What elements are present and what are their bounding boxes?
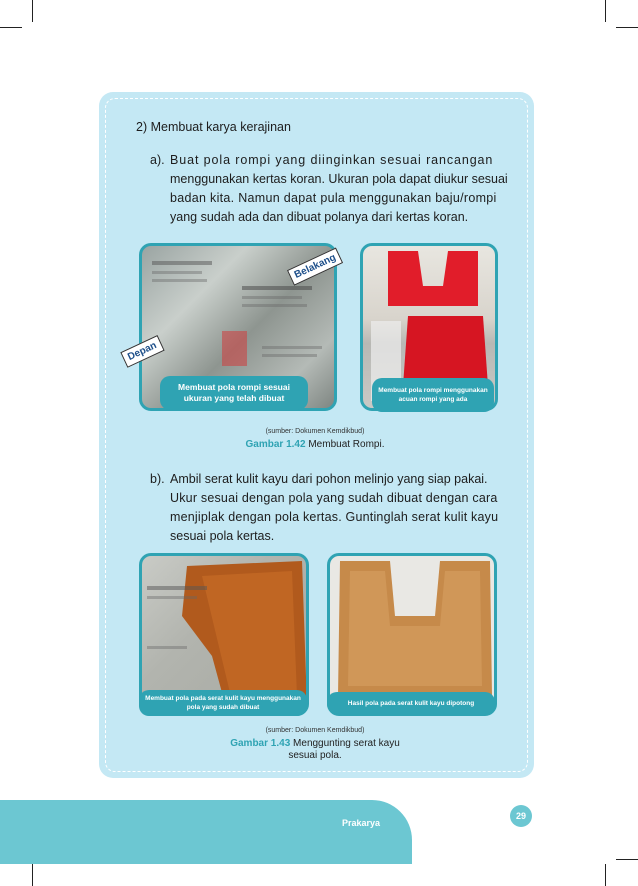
figure-143-title-2: sesuai pola. xyxy=(288,750,342,761)
step-b-line: sesuai pola kertas. xyxy=(170,529,275,543)
figure-142-source: (sumber: Dokumen Kemdikbud) xyxy=(265,428,365,435)
photo2-label-142: Membuat pola rompi menggunakan acuan rompi yang ada xyxy=(372,378,494,412)
step-b-paragraph xyxy=(170,470,520,546)
step-b-line: menjiplak dengan pola kertas. Guntinglah serat kulit kayu xyxy=(170,510,499,524)
crop-mark xyxy=(0,27,22,28)
step-a-paragraph xyxy=(170,151,520,227)
photo1-label-143: Membuat pola pada serat kulit kayu menggunakan pola yang sudah dibuat xyxy=(139,690,307,716)
footer-subject: Prakarya xyxy=(342,818,381,828)
step-b-marker: b). xyxy=(150,472,165,486)
figure-143-title-1: Menggunting serat kayu xyxy=(293,738,400,749)
step-a-line: menggunakan kertas koran. Ukuran pola dapat diukur sesuai xyxy=(170,172,508,186)
step-a-line: badan kita. Namun dapat pula menggunakan baju/rompi xyxy=(170,191,497,205)
figure-143-caption xyxy=(200,738,430,762)
step-a-line: Buat pola rompi yang diinginkan sesuai rancangan xyxy=(170,153,494,167)
step-b-line: Ambil serat kulit kayu dari pohon melinjo yang siap pakai. xyxy=(170,472,488,486)
figure-142-title: Membuat Rompi. xyxy=(308,439,385,450)
photo1-label-142: Membuat pola rompi sesuai ukuran yang telah dibuat xyxy=(160,376,308,410)
crop-mark xyxy=(616,859,638,860)
crop-mark xyxy=(616,27,638,28)
crop-mark xyxy=(605,0,606,22)
figure-143-number: Gambar 1.43 xyxy=(230,738,291,749)
page-number: 29 xyxy=(510,805,532,827)
arrow-label-front: Depan xyxy=(120,335,164,368)
figure-143-caption-line1 xyxy=(200,738,430,750)
figure-143-source: (sumber: Dokumen Kemdikbud) xyxy=(265,727,365,734)
figure-142-number: Gambar 1.42 xyxy=(245,439,306,450)
photo2-label-143: Hasil pola pada serat kulit kayu dipotong xyxy=(327,692,495,714)
arrow-label-back: Belakang xyxy=(287,247,344,285)
crop-mark xyxy=(32,0,33,22)
crop-mark xyxy=(32,864,33,886)
step-a-marker: a). xyxy=(150,153,165,167)
crop-mark xyxy=(605,864,606,886)
section-heading: 2) Membuat karya kerajinan xyxy=(136,120,291,134)
step-a-line: yang sudah ada dan dibuat polanya dari kertas koran. xyxy=(170,210,469,224)
figure-142-caption xyxy=(200,439,430,450)
footer-band xyxy=(0,800,412,864)
step-b-line: Ukur sesuai dengan pola yang sudah dibuat dengan cara xyxy=(170,491,498,505)
